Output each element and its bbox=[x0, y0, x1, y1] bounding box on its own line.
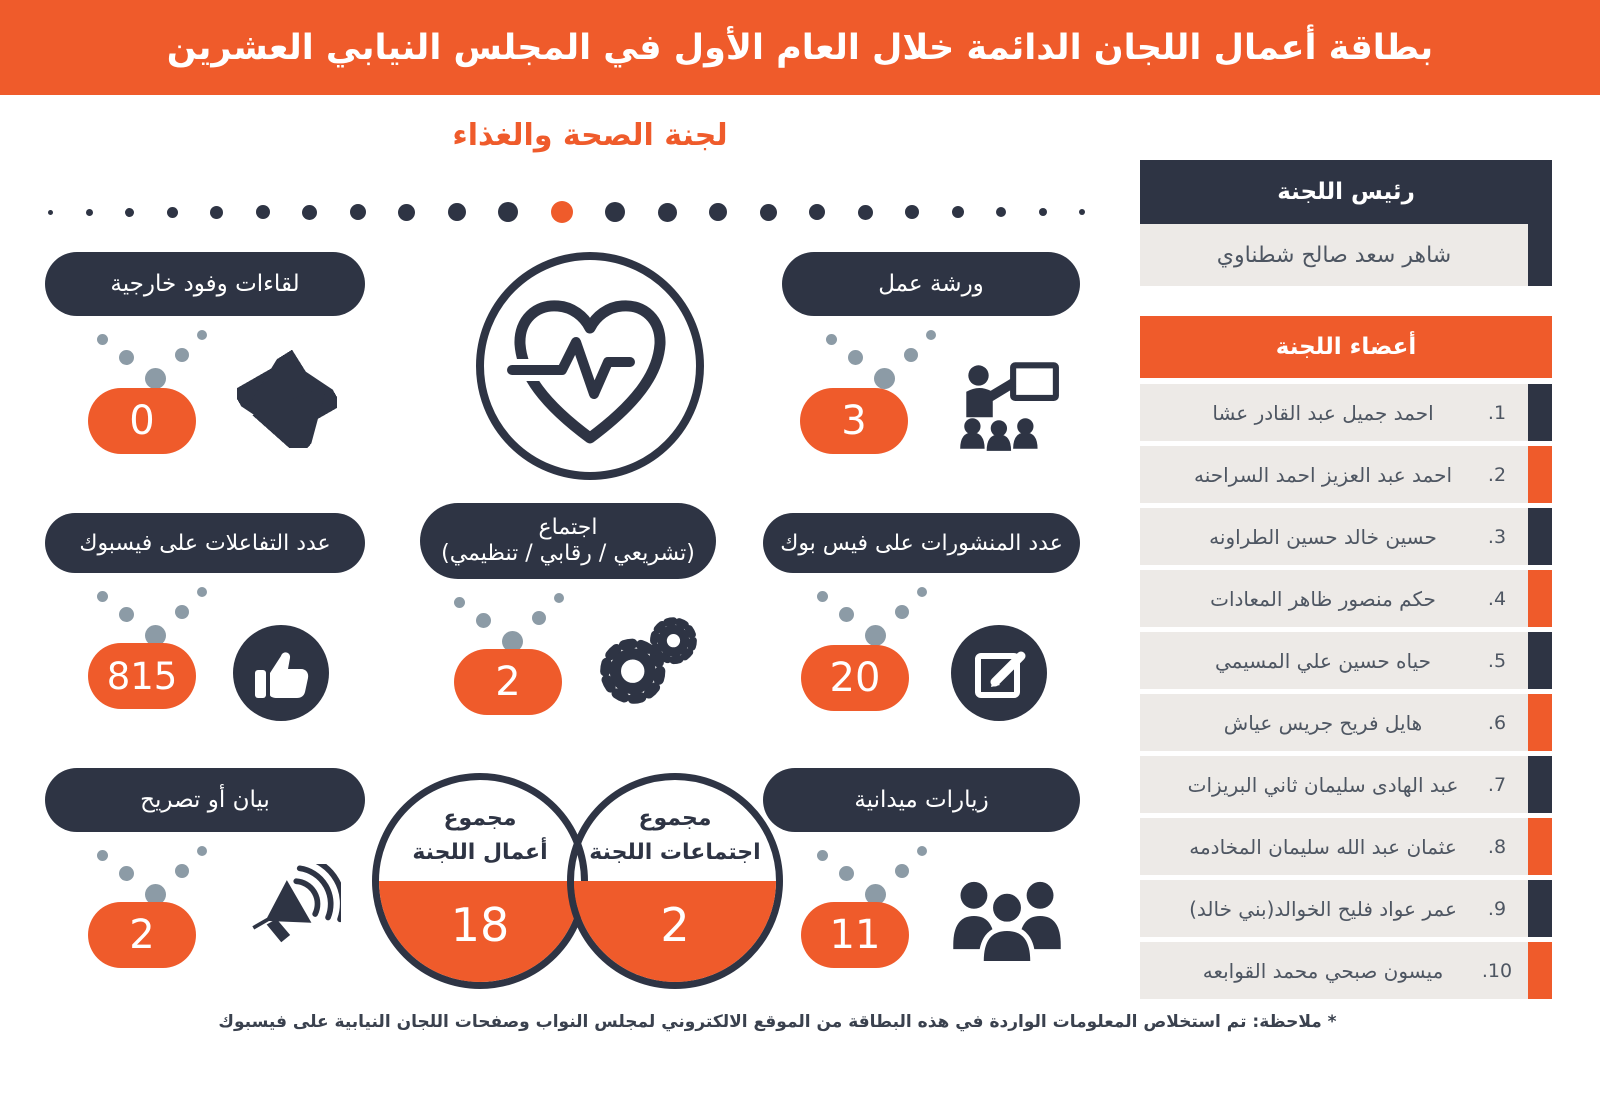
people-group-icon bbox=[945, 864, 1069, 972]
workshop-presenter-icon bbox=[950, 352, 1062, 460]
megaphone-icon bbox=[237, 864, 341, 972]
row-color-tab bbox=[1528, 446, 1552, 503]
committee-sidebar bbox=[1140, 160, 1552, 1100]
member-number: 6. bbox=[1487, 711, 1507, 734]
total-meetings-value: 2 bbox=[660, 898, 690, 952]
stat-label-pill: بيان أو تصريح bbox=[45, 768, 365, 832]
thumbs-up-icon bbox=[233, 625, 329, 725]
member-row bbox=[1140, 632, 1552, 689]
row-color-tab bbox=[1528, 570, 1552, 627]
member-number: 2. bbox=[1487, 463, 1507, 486]
stat-label-pill: لقاءات وفود خارجية bbox=[45, 252, 365, 316]
member-name: هايل فريح جريس عياش bbox=[1223, 710, 1423, 735]
stat-workshops bbox=[782, 252, 1080, 482]
member-number: 8. bbox=[1487, 835, 1507, 858]
stat-facebook-interactions bbox=[45, 513, 365, 743]
member-name: حسين خالد حسين الطراونه bbox=[1209, 524, 1437, 549]
member-row bbox=[1140, 880, 1552, 937]
stat-facebook-posts bbox=[763, 513, 1080, 743]
row-color-tab bbox=[1528, 694, 1552, 751]
stat-label-pill: ورشة عمل bbox=[782, 252, 1080, 316]
total-works-circle bbox=[372, 773, 588, 989]
member-name: ميسون صبحي محمد القوابعه bbox=[1202, 958, 1444, 983]
total-works-label-2: أعمال اللجنة bbox=[412, 840, 548, 866]
member-row bbox=[1140, 818, 1552, 875]
member-number: 5. bbox=[1487, 649, 1507, 672]
connector-dots bbox=[452, 591, 568, 653]
footnote: * ملاحظة: تم استخلاص المعلومات الواردة في هذه البطاقة من الموقع الالكتروني لمجلس النواب وصفحات اللجان النيابية على فيسبوك bbox=[218, 1012, 1337, 1032]
member-number: 1. bbox=[1487, 401, 1507, 424]
row-color-tab bbox=[1528, 384, 1552, 441]
stat-field-visits bbox=[763, 768, 1080, 998]
stat-value-badge: 2 bbox=[454, 649, 562, 715]
member-name: حكم منصور ظاهر المعادات bbox=[1210, 586, 1436, 611]
row-color-tab bbox=[1528, 942, 1552, 999]
total-meetings-circle bbox=[567, 773, 783, 989]
member-name: عمر عواد فليح الخوالد(بني خالد) bbox=[1189, 896, 1457, 921]
members-header: أعضاء اللجنة bbox=[1140, 316, 1552, 378]
connector-dots bbox=[815, 844, 931, 906]
edit-post-icon bbox=[951, 625, 1047, 725]
heart-pulse-icon bbox=[468, 246, 712, 486]
member-number: 9. bbox=[1487, 897, 1507, 920]
connector-dots bbox=[95, 585, 211, 647]
crossing-arrows-icon bbox=[237, 348, 337, 452]
row-color-tab bbox=[1528, 224, 1552, 286]
stat-value-badge: 11 bbox=[801, 902, 909, 968]
totals-venn bbox=[366, 769, 786, 997]
row-color-tab bbox=[1528, 508, 1552, 565]
connector-dots bbox=[815, 585, 931, 647]
member-row bbox=[1140, 942, 1552, 999]
member-name: حياه حسين علي المسيمي bbox=[1214, 648, 1432, 673]
member-number: 3. bbox=[1487, 525, 1507, 548]
connector-dots bbox=[824, 328, 940, 390]
member-row bbox=[1140, 446, 1552, 503]
stat-value-badge: 3 bbox=[800, 388, 908, 454]
member-number: 10. bbox=[1481, 959, 1513, 982]
stat-value-badge: 815 bbox=[88, 643, 196, 709]
row-color-tab bbox=[1528, 756, 1552, 813]
member-name: عبد الهادى سليمان ثاني البريزات bbox=[1187, 772, 1459, 797]
member-name: عثمان عبد الله سليمان المخادمه bbox=[1189, 834, 1457, 859]
connector-dots bbox=[95, 328, 211, 390]
stat-label-pill: عدد المنشورات على فيس بوك bbox=[763, 513, 1080, 573]
active-dot bbox=[551, 201, 573, 223]
member-row bbox=[1140, 384, 1552, 441]
stat-label-pill: اجتماع (تشريعي / رقابي / تنظيمي) bbox=[420, 503, 716, 579]
committee-name: لجنة الصحة والغذاء bbox=[452, 118, 728, 153]
stat-statements bbox=[45, 768, 365, 998]
header-bar bbox=[0, 0, 1600, 95]
total-meetings-label-1: مجموع bbox=[638, 806, 712, 831]
total-works-value: 18 bbox=[450, 898, 510, 952]
stat-value-badge: 20 bbox=[801, 645, 909, 711]
stat-label-pill: عدد التفاعلات على فيسبوك bbox=[45, 513, 365, 573]
row-color-tab bbox=[1528, 818, 1552, 875]
row-color-tab bbox=[1528, 632, 1552, 689]
member-row bbox=[1140, 508, 1552, 565]
dotted-separator bbox=[48, 198, 1085, 226]
member-row bbox=[1140, 694, 1552, 751]
total-meetings-label-2: اجتماعات اللجنة bbox=[589, 840, 761, 866]
stat-value-badge: 2 bbox=[88, 902, 196, 968]
member-row bbox=[1140, 570, 1552, 627]
member-row bbox=[1140, 756, 1552, 813]
gears-icon bbox=[592, 607, 704, 715]
total-works-label-1: مجموع bbox=[443, 806, 517, 831]
member-number: 7. bbox=[1487, 773, 1507, 796]
member-number: 4. bbox=[1487, 587, 1507, 610]
member-name: احمد جميل عبد القادر عشا bbox=[1212, 400, 1434, 425]
member-name: احمد عبد العزيز احمد السراحنه bbox=[1194, 462, 1452, 487]
page-title: بطاقة أعمال اللجان الدائمة خلال العام الأول في المجلس النيابي العشرين bbox=[166, 27, 1434, 68]
stat-meetings bbox=[420, 503, 716, 743]
row-color-tab bbox=[1528, 880, 1552, 937]
stat-value-badge: 0 bbox=[88, 388, 196, 454]
stat-external-delegations bbox=[45, 252, 365, 482]
connector-dots bbox=[95, 844, 211, 906]
chairman-header: رئيس اللجنة bbox=[1140, 160, 1552, 224]
stat-label-pill: زيارات ميدانية bbox=[763, 768, 1080, 832]
chairman-name: شاهر سعد صالح شطناوي bbox=[1140, 224, 1528, 286]
chairman-row bbox=[1140, 224, 1552, 286]
